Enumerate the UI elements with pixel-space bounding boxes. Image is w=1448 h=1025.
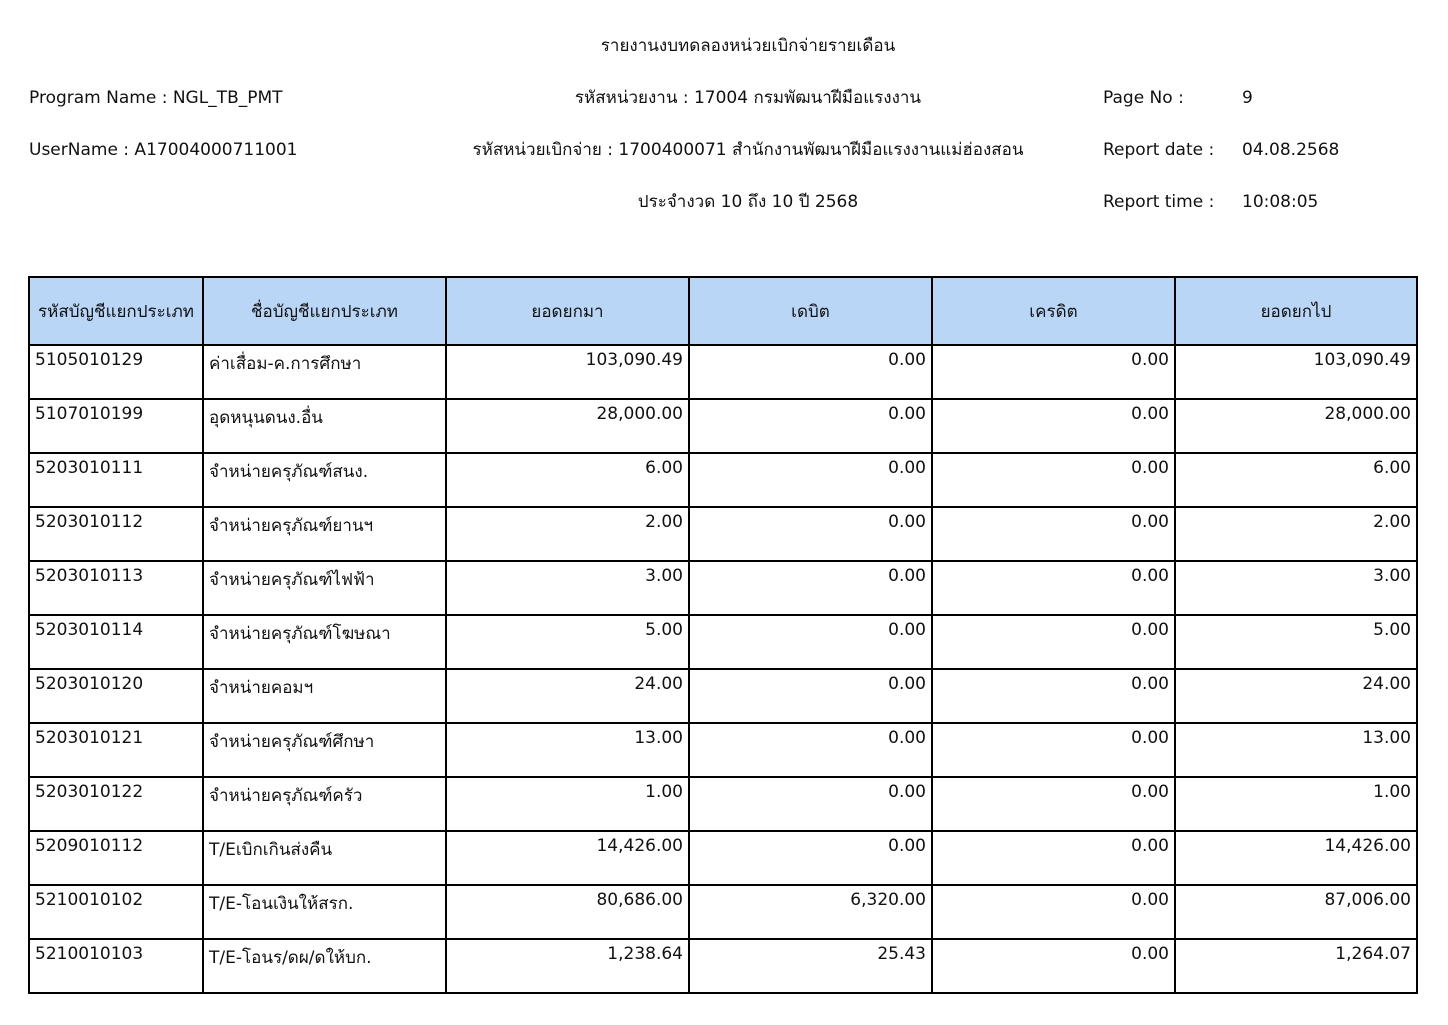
credit-cell: 0.00 — [932, 669, 1175, 723]
debit-cell: 25.43 — [689, 939, 932, 993]
credit-cell: 0.00 — [932, 885, 1175, 939]
credit-cell: 0.00 — [932, 399, 1175, 453]
closing-balance-cell: 103,090.49 — [1175, 345, 1417, 399]
debit-cell: 6,320.00 — [689, 885, 932, 939]
report-date-value: 04.08.2568 — [1242, 140, 1340, 160]
col-header-debit: เดบิต — [689, 277, 932, 345]
opening-balance-cell: 14,426.00 — [446, 831, 689, 885]
debit-cell: 0.00 — [689, 615, 932, 669]
debit-cell: 0.00 — [689, 561, 932, 615]
account-code-cell: 5203010113 — [29, 561, 203, 615]
report-period: ประจำงวด 10 ถึง 10 ปี 2568 — [637, 192, 859, 212]
account-code-cell: 5203010111 — [29, 453, 203, 507]
opening-balance-cell: 6.00 — [446, 453, 689, 507]
report-date-label: Report date : — [1103, 140, 1215, 160]
opening-balance-cell: 80,686.00 — [446, 885, 689, 939]
debit-cell: 0.00 — [689, 723, 932, 777]
agency-code: รหัสหน่วยงาน : 17004 กรมพัฒนาฝีมือแรงงาน — [574, 88, 922, 108]
report-time-label: Report time : — [1103, 192, 1215, 212]
account-name-cell: จำหน่ายครุภัณฑ์ยานฯ — [203, 507, 446, 561]
closing-balance-cell: 5.00 — [1175, 615, 1417, 669]
debit-cell: 0.00 — [689, 669, 932, 723]
opening-balance-cell: 1.00 — [446, 777, 689, 831]
page-no-label: Page No : — [1103, 88, 1184, 108]
debit-cell: 0.00 — [689, 345, 932, 399]
closing-balance-cell: 6.00 — [1175, 453, 1417, 507]
credit-cell: 0.00 — [932, 939, 1175, 993]
closing-balance-cell: 13.00 — [1175, 723, 1417, 777]
credit-cell: 0.00 — [932, 777, 1175, 831]
account-name-cell: จำหน่ายครุภัณฑ์ไฟฟ้า — [203, 561, 446, 615]
table-row — [29, 507, 1417, 561]
credit-cell: 0.00 — [932, 453, 1175, 507]
account-code-cell: 5210010103 — [29, 939, 203, 993]
report-title: รายงานงบทดลองหน่วยเบิกจ่ายรายเดือน — [600, 36, 896, 56]
debit-cell: 0.00 — [689, 399, 932, 453]
opening-balance-cell: 2.00 — [446, 507, 689, 561]
account-name-cell: จำหน่ายครุภัณฑ์โฆษณา — [203, 615, 446, 669]
closing-balance-cell: 2.00 — [1175, 507, 1417, 561]
opening-balance-cell: 5.00 — [446, 615, 689, 669]
disbursing-unit: รหัสหน่วยเบิกจ่าย : 1700400071 สำนักงานพัฒนาฝีมือแรงงานแม่ฮ่องสอน — [472, 140, 1024, 160]
debit-cell: 0.00 — [689, 453, 932, 507]
account-code-cell: 5203010112 — [29, 507, 203, 561]
report-time-value: 10:08:05 — [1242, 192, 1319, 212]
closing-balance-cell: 87,006.00 — [1175, 885, 1417, 939]
table-row — [29, 723, 1417, 777]
col-header-account-code: รหัสบัญชีแยกประเภท — [29, 277, 203, 345]
account-code-cell: 5203010121 — [29, 723, 203, 777]
account-name-cell: จำหน่ายครุภัณฑ์สนง. — [203, 453, 446, 507]
credit-cell: 0.00 — [932, 723, 1175, 777]
account-name-cell: อุดหนุนดนง.อื่น — [203, 399, 446, 453]
account-name-cell: ค่าเสื่อม-ค.การศึกษา — [203, 345, 446, 399]
debit-cell: 0.00 — [689, 507, 932, 561]
program-name: Program Name : NGL_TB_PMT — [29, 88, 283, 108]
table-header-row — [29, 277, 1417, 345]
credit-cell: 0.00 — [932, 615, 1175, 669]
table-row — [29, 939, 1417, 993]
debit-cell: 0.00 — [689, 777, 932, 831]
closing-balance-cell: 14,426.00 — [1175, 831, 1417, 885]
account-name-cell: T/Eเบิกเกินส่งคืน — [203, 831, 446, 885]
account-code-cell: 5209010112 — [29, 831, 203, 885]
credit-cell: 0.00 — [932, 507, 1175, 561]
closing-balance-cell: 1,264.07 — [1175, 939, 1417, 993]
closing-balance-cell: 1.00 — [1175, 777, 1417, 831]
table-row — [29, 831, 1417, 885]
account-code-cell: 5203010114 — [29, 615, 203, 669]
table-row — [29, 399, 1417, 453]
col-header-credit: เครดิต — [932, 277, 1175, 345]
closing-balance-cell: 3.00 — [1175, 561, 1417, 615]
account-code-cell: 5107010199 — [29, 399, 203, 453]
table-row — [29, 453, 1417, 507]
col-header-account-name: ชื่อบัญชีแยกประเภท — [203, 277, 446, 345]
credit-cell: 0.00 — [932, 345, 1175, 399]
account-code-cell: 5203010120 — [29, 669, 203, 723]
opening-balance-cell: 103,090.49 — [446, 345, 689, 399]
trial-balance-table — [28, 276, 1418, 994]
account-code-cell: 5105010129 — [29, 345, 203, 399]
opening-balance-cell: 24.00 — [446, 669, 689, 723]
account-code-cell: 5210010102 — [29, 885, 203, 939]
table-row — [29, 669, 1417, 723]
debit-cell: 0.00 — [689, 831, 932, 885]
user-name: UserName : A17004000711001 — [29, 140, 298, 160]
account-name-cell: T/E-โอนร/ดผ/ดให้บก. — [203, 939, 446, 993]
credit-cell: 0.00 — [932, 831, 1175, 885]
account-name-cell: จำหน่ายครุภัณฑ์ศึกษา — [203, 723, 446, 777]
credit-cell: 0.00 — [932, 561, 1175, 615]
opening-balance-cell: 3.00 — [446, 561, 689, 615]
table-row — [29, 777, 1417, 831]
col-header-closing-balance: ยอดยกไป — [1175, 277, 1417, 345]
account-name-cell: จำหน่ายคอมฯ — [203, 669, 446, 723]
col-header-opening-balance: ยอดยกมา — [446, 277, 689, 345]
opening-balance-cell: 1,238.64 — [446, 939, 689, 993]
opening-balance-cell: 28,000.00 — [446, 399, 689, 453]
table-row — [29, 615, 1417, 669]
table-row — [29, 561, 1417, 615]
closing-balance-cell: 28,000.00 — [1175, 399, 1417, 453]
page-no-value: 9 — [1242, 88, 1253, 108]
account-name-cell: T/E-โอนเงินให้สรก. — [203, 885, 446, 939]
table-row — [29, 345, 1417, 399]
opening-balance-cell: 13.00 — [446, 723, 689, 777]
account-code-cell: 5203010122 — [29, 777, 203, 831]
table-row — [29, 885, 1417, 939]
account-name-cell: จำหน่ายครุภัณฑ์ครัว — [203, 777, 446, 831]
closing-balance-cell: 24.00 — [1175, 669, 1417, 723]
